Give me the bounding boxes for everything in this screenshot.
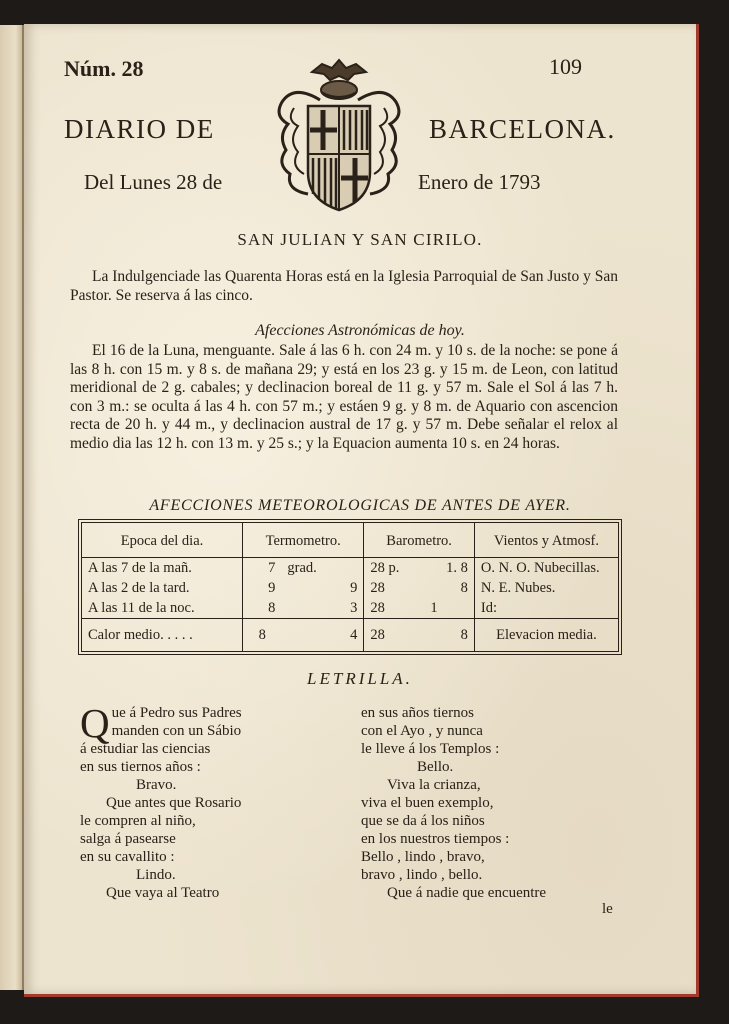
row-baro-b: 1. 8 — [446, 559, 468, 576]
poem-line: Bello , lindo , bravo, — [361, 849, 485, 865]
date-left: Del Lunes 28 de — [84, 170, 223, 194]
indulgence-text: La Indulgenciade las Quarenta Horas está en la Iglesia Parroquial de San Justo y San Pastor. Se reserva á las cinco. — [70, 268, 618, 304]
row-wind: O. N. O. Nubecillas. — [474, 557, 618, 578]
summary-label: Calor medio. . . . . — [82, 619, 243, 651]
weather-row — [82, 598, 618, 619]
col-barometer: Barometro. — [364, 523, 474, 557]
summary-baro-a: 28 — [364, 619, 425, 651]
weather-table — [78, 519, 622, 655]
barcelona-coat-of-arms-icon — [264, 54, 414, 216]
row-baro-a: 28 — [364, 598, 425, 619]
poem-line: que se da á los niños — [361, 813, 485, 829]
poem-line: en sus tiernos años : — [80, 759, 201, 775]
poem-line: Que á nadie que encuentre — [387, 885, 547, 901]
row-wind: Id: — [474, 598, 618, 619]
col-epoch: Epoca del dia. — [82, 523, 243, 557]
poem-column-right — [361, 704, 546, 902]
indulgence-paragraph — [70, 268, 618, 305]
poem-refrain: Bello. — [417, 759, 454, 775]
summary-thermo-b: 4 — [281, 619, 364, 651]
row-baro-a: 28 — [364, 578, 425, 598]
summary-baro-b: 8 — [424, 619, 474, 651]
poem-line: le compren al niño, — [80, 813, 196, 829]
weather-row — [82, 578, 618, 598]
poem-line: Viva la crianza, — [387, 777, 481, 793]
date-right: Enero de 1793 — [418, 170, 541, 194]
poem-line: á estudiar las ciencias — [80, 741, 211, 757]
row-epoch: A las 11 de la noc. — [88, 600, 195, 617]
masthead-title-right: BARCELONA. — [429, 114, 616, 144]
row-thermo-b: grad. — [287, 559, 317, 576]
poem-line: bravo , lindo , bello. — [361, 867, 483, 883]
saints-of-the-day: SAN JULIAN Y SAN CIRILO. — [237, 230, 483, 249]
poem-line: salga á pasearse — [80, 831, 176, 847]
col-winds: Vientos y Atmosf. — [474, 523, 618, 557]
col-thermometer: Termometro. — [243, 523, 364, 557]
astronomy-paragraph — [70, 342, 618, 453]
poem-line: le lleve á los Templos : — [361, 741, 500, 757]
summary-note: Elevacion media. — [474, 619, 618, 651]
poem-line: en su cavallito : — [80, 849, 175, 865]
summary-thermo-a: 8 — [243, 619, 282, 651]
row-epoch: A las 7 de la mañ. — [88, 559, 192, 576]
weather-header-row — [82, 523, 618, 557]
poem-line: Que antes que Rosario — [106, 795, 242, 811]
astronomy-text: El 16 de la Luna, menguante. Sale á las 6 h. con 24 m. y 10 s. de la noche: se pone á las 8 h. con 15 m. y 8 s. de mañana 29; y está en los 23 g. y 15 m. de Leon, con latitud meridional de 2 g. cabales; y declinacion boreal de 11 g. y 57 m. Sale el Sol á las 7 h. con 3 m.: se oculta á las 4 h. con 57 m.; y estáen 9 g. y 8 m. de Aquario con ascencion recta de 20 h. y 44 m., y declinacion austral de 17 g. y 57 m. Debe señalar el relox al medio dia las 12 h. con 13 m. y 25 s.; y la Equacion aumenta 10 s. en 24 horas. — [70, 342, 618, 452]
weather-summary-row — [82, 619, 618, 651]
masthead-title-left: DIARIO DE — [64, 114, 215, 144]
row-baro-a: 28 p. — [364, 557, 425, 578]
row-epoch: A las 2 de la tard. — [88, 580, 190, 597]
weather-row — [82, 557, 618, 578]
poem-line: manden con un Sábio — [111, 723, 242, 739]
poem-line: en los nuestros tiempos : — [361, 831, 510, 847]
row-thermo-a: 7 — [243, 557, 282, 578]
row-thermo-b: 9 — [350, 580, 358, 597]
poem-line: Que á Pedro sus Padres — [80, 700, 242, 746]
poem-line: Que vaya al Teatro — [106, 885, 220, 901]
row-baro-b: 8 — [460, 580, 468, 597]
poem-title: LETRILLA. — [307, 669, 413, 688]
row-thermo-a: 8 — [243, 598, 282, 619]
row-baro-b: 1 — [430, 600, 438, 617]
poem-refrain: Bravo. — [136, 777, 177, 793]
poem-line: viva el buen exemplo, — [361, 795, 494, 811]
poem-line: con el Ayo , y nunca — [361, 723, 483, 739]
page-number: 109 — [549, 54, 582, 79]
previous-page-edge — [0, 25, 24, 990]
drop-cap: Q — [80, 700, 110, 746]
astronomy-heading: Afecciones Astronómicas de hoy. — [255, 322, 465, 339]
newspaper-page — [24, 24, 699, 997]
weather-heading: AFECCIONES METEOROLOGICAS DE ANTES DE AYER. — [149, 497, 571, 514]
poem-column-left — [80, 700, 242, 902]
catchword: le — [602, 901, 613, 917]
issue-number: Núm. 28 — [64, 56, 144, 81]
poem-refrain: Lindo. — [136, 867, 176, 883]
poem-line: en sus años tiernos — [361, 705, 474, 721]
row-thermo-b: 3 — [350, 600, 358, 617]
row-wind: N. E. Nubes. — [474, 578, 618, 598]
row-thermo-a: 9 — [243, 578, 282, 598]
